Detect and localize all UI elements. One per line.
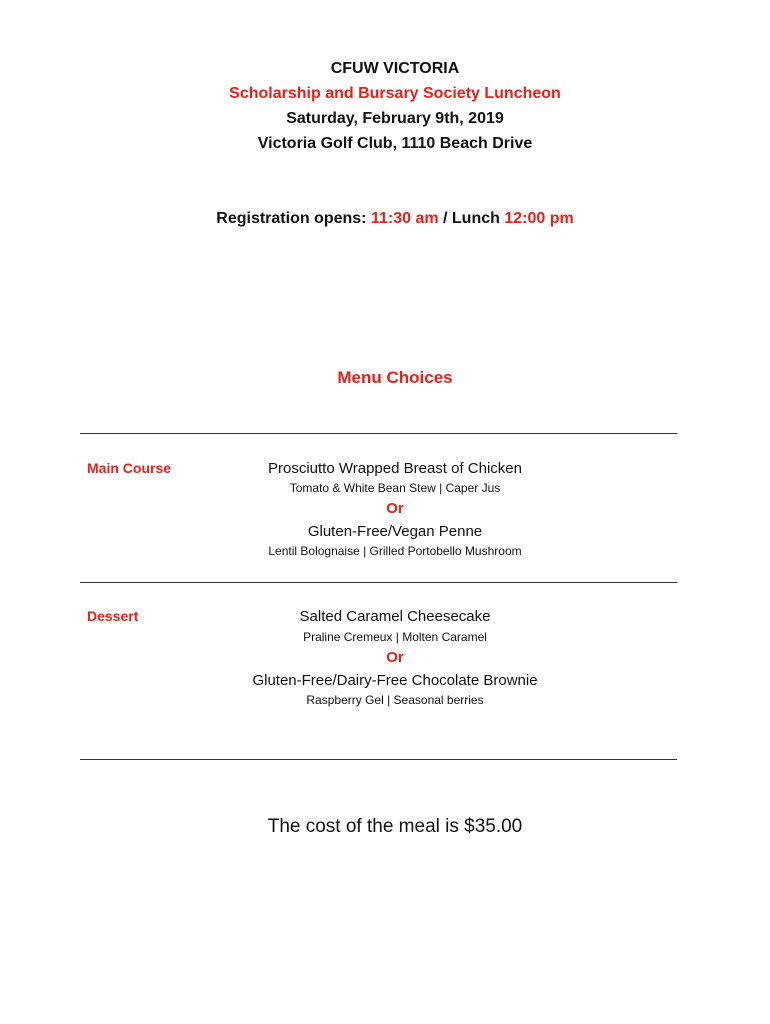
- registration-line: [0, 209, 770, 229]
- registration-label: Registration opens:: [216, 210, 371, 227]
- event-venue: Victoria Golf Club, 1110 Beach Drive: [257, 135, 533, 152]
- event-date: Saturday, February 9th, 2019: [286, 110, 504, 127]
- meal-cost: The cost of the meal is $35.00: [267, 816, 523, 837]
- divider: [80, 759, 677, 760]
- main-option-2-description: Lentil Bolognaise | Grilled Portobello Mushroom: [268, 544, 522, 558]
- event-title: Scholarship and Bursary Society Luncheon: [229, 85, 561, 102]
- dessert-option-2-description: Raspberry Gel | Seasonal berries: [306, 693, 484, 707]
- main-or-label: Or: [386, 500, 404, 517]
- divider: [80, 433, 677, 434]
- divider: [80, 582, 677, 583]
- dessert-option-2-name: Gluten-Free/Dairy-Free Chocolate Brownie: [252, 672, 538, 689]
- main-course-label: Main Course: [87, 460, 172, 476]
- registration-separator: / Lunch: [438, 210, 505, 227]
- lunch-time: 12:00 pm: [504, 210, 574, 227]
- main-option-2-name: Gluten-Free/Vegan Penne: [307, 523, 483, 540]
- registration-open-time: 11:30 am: [370, 210, 439, 227]
- dessert-label: Dessert: [87, 608, 139, 624]
- main-option-1-description: Tomato & White Bean Stew | Caper Jus: [289, 481, 501, 495]
- dessert-option-1-description: Praline Cremeux | Molten Caramel: [303, 630, 487, 644]
- main-option-1-name: Prosciutto Wrapped Breast of Chicken: [267, 460, 522, 477]
- dessert-or-label: Or: [386, 649, 404, 666]
- org-title: CFUW VICTORIA: [330, 60, 460, 77]
- menu-heading: Menu Choices: [337, 368, 453, 387]
- dessert-option-1-name: Salted Caramel Cheesecake: [299, 608, 491, 625]
